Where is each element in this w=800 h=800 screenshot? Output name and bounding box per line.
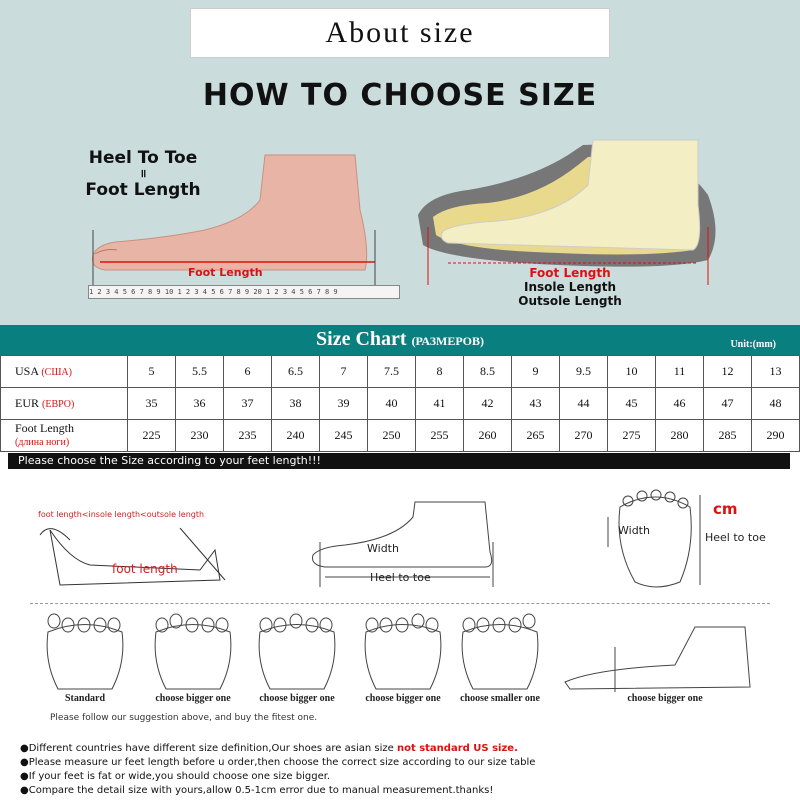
width-label-2: Width bbox=[618, 524, 650, 537]
size-cell: 8.5 bbox=[464, 356, 512, 388]
row-label-en: Foot Length bbox=[15, 421, 74, 435]
notice-bar: Please choose the Size according to your feet length!!! bbox=[8, 453, 790, 469]
size-cell: 41 bbox=[416, 388, 464, 420]
size-cell: 265 bbox=[512, 420, 560, 452]
foot-type-sketch bbox=[40, 607, 130, 692]
size-cell: 255 bbox=[416, 420, 464, 452]
note-line bbox=[20, 770, 535, 784]
size-cell: 275 bbox=[608, 420, 656, 452]
size-cell: 225 bbox=[128, 420, 176, 452]
foot-type-caption: choose bigger one bbox=[155, 693, 231, 704]
size-chart-title bbox=[0, 328, 800, 351]
note-red-text: not standard US size. bbox=[396, 743, 518, 754]
size-cell: 245 bbox=[320, 420, 368, 452]
size-cell: 240 bbox=[272, 420, 320, 452]
unit-label: Unit:(mm) bbox=[730, 339, 776, 350]
foot-type-sketch bbox=[358, 607, 448, 692]
row-label-ru: (длина ноги) bbox=[15, 437, 70, 448]
note-text: ●If your feet is fat or wide,you should choose one size bigger. bbox=[20, 771, 331, 782]
note-line bbox=[20, 756, 535, 770]
size-cell: 6 bbox=[224, 356, 272, 388]
foot-type-caption: choose bigger one bbox=[259, 693, 335, 704]
how-to-heading: HOW TO CHOOSE SIZE bbox=[202, 78, 598, 113]
shoe-measure-labels bbox=[470, 266, 670, 308]
size-cell: 5 bbox=[128, 356, 176, 388]
foot-length-text: Foot Length bbox=[85, 180, 201, 200]
size-cell: 40 bbox=[368, 388, 416, 420]
foot-type-caption: choose bigger one bbox=[365, 693, 441, 704]
size-row-label bbox=[1, 420, 128, 452]
note-line bbox=[20, 742, 535, 756]
size-cell: 6.5 bbox=[272, 356, 320, 388]
about-size-banner: About size bbox=[190, 8, 610, 58]
size-row bbox=[1, 356, 800, 388]
length-comparison-caption: foot length<insole length<outsole length bbox=[38, 510, 205, 519]
size-cell: 230 bbox=[176, 420, 224, 452]
footprint-sketch bbox=[600, 487, 710, 592]
size-cell: 11 bbox=[656, 356, 704, 388]
notes-list bbox=[20, 742, 535, 798]
foot-type-caption: choose bigger one bbox=[627, 693, 703, 704]
heel-to-toe-sketch-label: Heel to toe bbox=[370, 571, 431, 584]
size-cell: 10 bbox=[608, 356, 656, 388]
divider bbox=[30, 603, 770, 604]
size-cell: 260 bbox=[464, 420, 512, 452]
foot-type-sketch bbox=[455, 607, 545, 692]
shoe-cutaway-illustration bbox=[408, 135, 728, 285]
foot-length-sketch-label: foot length bbox=[112, 562, 178, 576]
size-cell: 290 bbox=[752, 420, 800, 452]
foot-length-red-label: Foot Length bbox=[188, 266, 263, 279]
size-table bbox=[0, 355, 800, 452]
size-cell: 47 bbox=[704, 388, 752, 420]
size-chart bbox=[0, 325, 800, 453]
size-chart-header bbox=[0, 325, 800, 355]
size-cell: 38 bbox=[272, 388, 320, 420]
foot-type-caption: Standard bbox=[64, 693, 105, 704]
equals-sign: ॥ bbox=[139, 167, 147, 180]
row-label-ru: (ЕВРО) bbox=[42, 399, 75, 410]
outsole-length: Outsole Length bbox=[518, 294, 622, 308]
size-cell: 280 bbox=[656, 420, 704, 452]
size-chart-title-text: Size Chart bbox=[316, 328, 407, 350]
note-text: ●Compare the detail size with yours,allow 0.5-1cm error due to manual measurement.thanks! bbox=[20, 785, 494, 796]
size-cell: 37 bbox=[224, 388, 272, 420]
size-cell: 44 bbox=[560, 388, 608, 420]
size-cell: 12 bbox=[704, 356, 752, 388]
size-row-label bbox=[1, 388, 128, 420]
size-cell: 235 bbox=[224, 420, 272, 452]
size-cell: 43 bbox=[512, 388, 560, 420]
follow-suggestion: Please follow our suggestion above, and buy the fitest one. bbox=[50, 713, 318, 723]
size-cell: 45 bbox=[608, 388, 656, 420]
shoe-foot-length: Foot Length bbox=[529, 266, 611, 280]
foot-type-caption: choose smaller one bbox=[460, 693, 540, 704]
size-cell: 8 bbox=[416, 356, 464, 388]
row-label-en: EUR bbox=[15, 396, 42, 410]
size-cell: 46 bbox=[656, 388, 704, 420]
size-row bbox=[1, 420, 800, 452]
heel-to-toe-text: Heel To Toe bbox=[88, 148, 198, 168]
row-label-en: USA bbox=[15, 364, 42, 378]
note-text: ●Please measure ur feet length before u order,then choose the correct size according to our size table bbox=[20, 757, 536, 768]
size-cell: 39 bbox=[320, 388, 368, 420]
size-cell: 42 bbox=[464, 388, 512, 420]
note-text: ●Different countries have different size definition,Our shoes are asian size bbox=[20, 743, 397, 754]
size-cell: 270 bbox=[560, 420, 608, 452]
size-row-label bbox=[1, 356, 128, 388]
foot-type-sketch bbox=[252, 607, 342, 692]
insole-length: Insole Length bbox=[523, 280, 617, 294]
size-cell: 285 bbox=[704, 420, 752, 452]
heel-to-toe-label-2: Heel to toe bbox=[705, 531, 766, 544]
note-line bbox=[20, 784, 535, 798]
size-cell: 7.5 bbox=[368, 356, 416, 388]
row-label-ru: (США) bbox=[41, 367, 72, 378]
size-cell: 13 bbox=[752, 356, 800, 388]
foot-type-sketch bbox=[148, 607, 238, 692]
hand-measure-illustration bbox=[30, 520, 230, 590]
size-cell: 36 bbox=[176, 388, 224, 420]
size-cell: 250 bbox=[368, 420, 416, 452]
size-cell: 48 bbox=[752, 388, 800, 420]
foot-type-sketch bbox=[555, 607, 755, 692]
size-cell: 9.5 bbox=[560, 356, 608, 388]
size-cell: 5.5 bbox=[176, 356, 224, 388]
size-cell: 35 bbox=[128, 388, 176, 420]
size-cell: 9 bbox=[512, 356, 560, 388]
size-cell: 7 bbox=[320, 356, 368, 388]
width-label: Width bbox=[367, 542, 399, 555]
size-chart-title-ru: (РАЗМЕРОВ) bbox=[411, 334, 484, 348]
size-row bbox=[1, 388, 800, 420]
ruler: 1 2 3 4 5 6 7 8 9 10 1 2 3 4 5 6 7 8 9 20 1 2 3 4 5 6 7 8 9 bbox=[88, 285, 400, 299]
cm-label: cm bbox=[713, 500, 738, 518]
